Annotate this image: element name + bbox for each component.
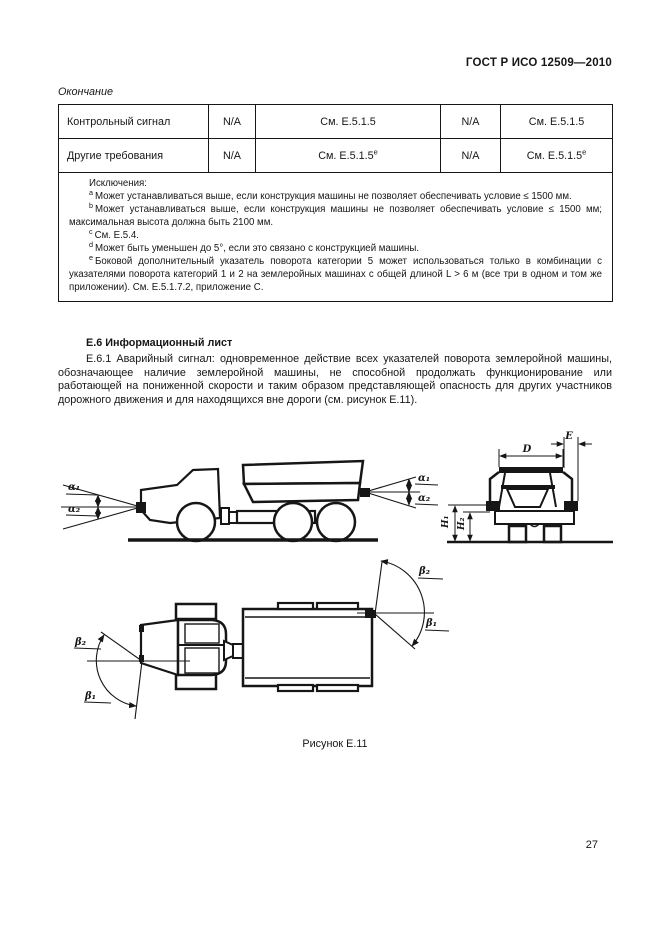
value-cell: См. $Е.5.1.5^е$ [501, 139, 613, 173]
figure-e11 [57, 428, 617, 728]
footnote: $^d$ Может быть уменьшен до 5°, если это связано с конструкцией машины. [89, 239, 420, 254]
beta2-label: β₂ [419, 566, 431, 577]
footnotes-title: Исключения: [89, 178, 147, 189]
beta1-label: β₁ [426, 618, 438, 629]
h2-label: H₂ [457, 517, 467, 530]
document-header: ГОСТ Р ИСО 12509—2010 [465, 57, 612, 69]
row-label-cell [59, 105, 209, 139]
value-cell: N/A [209, 105, 256, 139]
footnote: $^b$ Может устанавливаться выше, если конструкция машины не позволяет обеспечивать условие ≤ 1500 мм; максимальная высота должна быть 2100 мм. [69, 200, 602, 228]
alpha1-label: α₁ [68, 482, 81, 493]
alpha1-label: α₁ [418, 473, 431, 484]
side-view-drawing [61, 461, 438, 541]
rear-wheel [274, 503, 312, 541]
page-number: 27 [585, 839, 598, 851]
footnote: $^e$ Боковой дополнительный указатель поворота категории 5 может использоваться только в комбинации с указателями поворота категорий 1 и 2 на землеройных машинах с общей длиной L > 6 м (все три в одном и том же приложении). См. Е.5.1.7.2, приложение С. [69, 252, 602, 293]
rear-wheel [317, 503, 355, 541]
h1-label: H₁ [441, 515, 451, 528]
section-heading: Е.6 Информационный лист [86, 337, 233, 349]
front-wheel [177, 503, 215, 541]
e-label: E [565, 431, 573, 442]
footnotes-cell [59, 173, 613, 302]
value-cell: См. $Е.5.1.5^е$ [256, 139, 441, 173]
value-cell: N/A [441, 105, 501, 139]
table-footnotes-row [59, 173, 613, 302]
value-cell: См. Е.5.1.5 [256, 105, 441, 139]
left-lamp [486, 501, 500, 511]
alpha2-label: α₂ [418, 493, 431, 504]
table-row [59, 105, 613, 139]
row-label: Другие требования [67, 149, 164, 162]
front-corner-lamp [139, 625, 144, 632]
value-cell: N/A [209, 139, 256, 173]
section-paragraph: Е.6.1 Аварийный сигнал: одновременное действие всех указателей поворота землеройной машины, обозначающее наличие землеройной машины, не способной продолжать функционирование или работающей на пониженной скорости и таким образом представляющей опасность для других участников дорожного движения и для находящихся вне дороги (см. рисунок Е.11). [58, 353, 612, 406]
beta2-label: β₂ [75, 637, 87, 648]
d-label: D [522, 444, 532, 455]
alpha2-label: α₂ [68, 504, 81, 515]
table-row [59, 139, 613, 173]
rear-view-drawing [441, 431, 613, 542]
value-cell: См. Е.5.1.5 [501, 105, 613, 139]
figure-caption: Рисунок Е.11 [302, 738, 368, 750]
rear-corner-lamp [365, 610, 376, 618]
table-continuation-label: Окончание [58, 86, 113, 98]
right-lamp [564, 501, 578, 511]
row-label-cell [59, 139, 209, 173]
footnote: $^a$ Может устанавливаться выше, если конструкция машины не позволяет обеспечивать условие ≤ 1500 мм. [89, 187, 572, 202]
requirements-table [58, 104, 613, 302]
beta1-label: β₁ [85, 691, 97, 702]
row-label: Контрольный сигнал [67, 115, 171, 128]
value-cell: N/A [441, 139, 501, 173]
top-view-drawing [74, 561, 449, 719]
footnote: $^c$ См. Е.5.4. [89, 226, 139, 241]
